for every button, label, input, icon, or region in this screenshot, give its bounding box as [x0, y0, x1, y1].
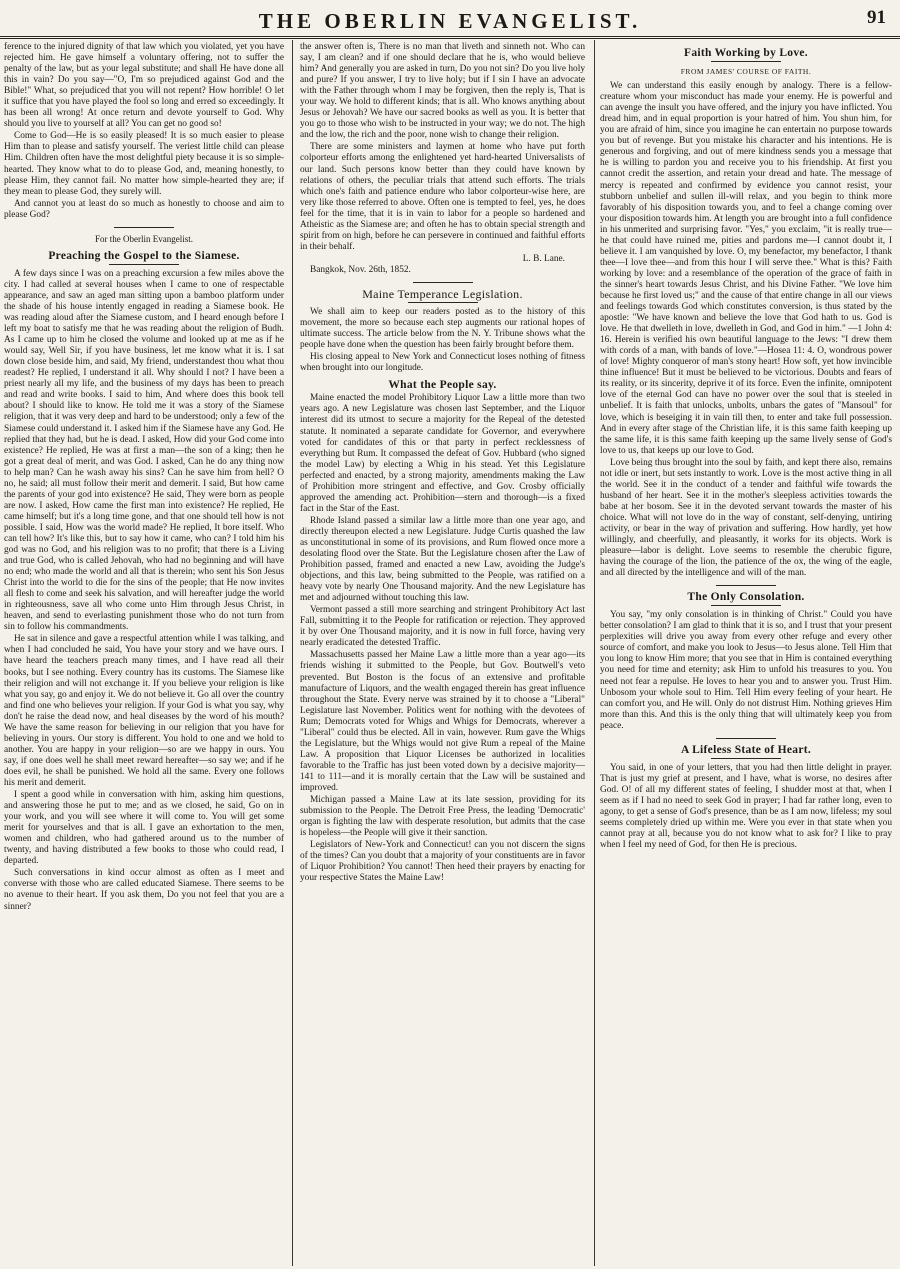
masthead-title: THE OBERLIN EVANGELIST. — [258, 9, 642, 33]
section-divider — [716, 585, 776, 586]
paragraph: Rhode Island passed a similar law a little more than one year ago, and directly thereupon elected a new Legislature. Judge Curtis quashed the law as unconstitutional in some of its provisions, and Rum flowed once more a desolating flood over the State. But the Legislature chosen after the Law of Prohibition passed, framed and enacted a new Law, avoiding the Judge's objections, and this law, being submitted to the People, was ratified on a heavy vote by nearly One Thousand majority. And the new Legislature has met and adjourned without touching this law. — [300, 515, 585, 604]
paragraph: You say, "my only consolation is in thinking of Christ." Could you have better consolation? I am glad to think that it is so, and I trust that your present perplexities will drive you away from every other refuge and every other source of comfort, and make you look to Jesus—to Jesus alone. Tell Him that you long to know Him more; that you see that in Him is contained everything you need for time and eternity; ask Him to unfold his treasures to you. You need not fear a repulse. He loves to hear you and to answer you. Trust Him. Unbosom your whole soul to Him. Tell Him every feeling of your heart. He can comfort you, and He will. Only do not distrust Him. Nothing grieves Him more than this. And this is the only thing that will ultimately keep you from peace. — [600, 610, 892, 731]
article-title: Preaching the Gospel to the Siamese. — [48, 249, 240, 262]
paragraph: We shall aim to keep our readers posted as to the history of this movement, the more so because each step augments our rational hopes of ultimate success. The article below from the N. Y. Tribune shows what the people have done when the question has been fairly brought before them. — [300, 307, 585, 351]
column-3 — [600, 42, 892, 1264]
column-rule-1 — [292, 40, 293, 1266]
article-title: A Lifeless State of Heart. — [680, 743, 812, 756]
paragraph: ference to the injured dignity of that law which you violated, yet you have rejected him. He gave himself a voluntary offering, not to suffer the penalty of the law, but as your legal substitute; and shall He have done all this in vain? Do you say—"O, I'm so prejudiced against God and the Bible!" What, so prejudiced that you will not repent? How horrible! O let it suffice that you have played the fool so long and erred so exceedingly. It has been all wrong! At once return and devote yourself to God. Why should you live to yourself at all? You can get no good so! — [4, 42, 284, 130]
article-title: Faith Working by Love. — [684, 47, 808, 59]
section-divider — [114, 227, 174, 228]
section-divider — [413, 282, 473, 283]
paragraph: We can understand this easily enough by analogy. There is a fellow-creature whom your misconduct has made your enemy. He is powerful and can avenge the insult you have offered, and the injury you have inflicted. You dread him, and in equal proportion is your hatred of him. You shun him, for you are afraid of him, since you imagine he can entertain no purpose towards you but of revenge. But you mistake his character and his intentions. He is generous and forgiving, and out of mere kindness sends you a message that he is willing to pardon you and receive you to his friendship. At first you cannot credit the assertion, and retain your dread and hate. The message of mercy is repeated and confirmed by evidence you cannot resist, your stubborn unbelief and sullen ill-will relax, and you begin to think more favorably of his disposition towards you, and to feel a change coming over your disposition towards him. At length you are brought into a full confidence in his unmerited and surprising favor. "Yes," you exclaim, "it is really true—he that could have ruined me, pities and pardons me—I cannot doubt it, I believe it. I am vanquished by love. O, my benefactor, my benefactor, I thank thee—I love thee—and from this hour I will serve thee." What is this? Faith working by love: and a resemblance of the operation of the grace of faith in the sinner's heart towards Jesus Christ, and his Divine Father. "We love him because he first loved us;" and the cause of that entire change in all our views and feelings towards God which constitutes conversion, is thus stated by the apostle: "We have known and believe the love that God hath to us. God is love. He that dwelleth in love, dwelleth in God, and God in him." —1 John 4: 16. Herein is verified his own beautiful language to the Jews: "I drew them with cords of a man, with bands of love."—Hosea 11: 4. O, wondrous power of love! Mighty conqueror of man's stony heart! How soft, yet how invincible thine influence! But it must be believed to be victorious. Doubts and fears of its reality, or its sincerity, deprive it of its force. Even the infinite, omnipotent love of the eternal God can have no power over the soul that is steeled in unbelief. It is faith that unlocks, unbolts, unbars the gates of "Mansoul" for love, which is beseiging it in vain till then, to enter and take full possession. And in every after stage of the Christian life, it is this same faith keeping up the same life, it is this same faith keeping up the same lively sense of God's love to us, that keeps up our love to God. — [600, 81, 892, 456]
column-rule-2 — [594, 40, 595, 1266]
subsection-title: What the People say. — [388, 379, 497, 392]
paragraph: A few days since I was on a preaching excursion a few miles above the city. I had called at several houses when I came to one of respectable appearance, and saw an aged man sitting upon a bamboo platform under the shade of his house intently engaged in reading a Siamese book. He was reading aloud after the Siamese custom, and I heard enough before I left my boat to satisfy me that he was reading about the religion of Budh. As I came up to him he closed the volume and looked up at me as if he would say, Well Sir, if you have business, let me know what it is. I sat down close beside him, and said, My friend, understandest thou what thou readest? He replied, I understand it all. Why should I not? I have been a priest nearly all my life, and the business of my days has been to preach and read and write books. I said to him, And where does this book tell about? I should like to know. He told me it was a story of the Siamese religion, that it was very deep and hard to be understood; only a few of the Siamese could understand it. I asked him if the Siamese have any God. He replied that they had, but he is dead. I asked, How did your God come into existence? He replied, He was at first a man—the son of a king; then he got a great deal of merit, and was God. I asked, Can he do any thing now to help man? Can he wash away his sins? Can he save him from hell? O no, he said; all must follow their merit and demerit. I said, But how came the parents of your god into existence? He said, They were born as people are now. I asked, How came the first man into existence? He replied, He came himself; but it's a long time gone, and that one should tell how is not possible. I said, How was the world made? He replied, It bore itself. Who can tell how? It's like this, but to say how it came, who can? I told him his god was no God, and his religion was to no profit; that there is a Living and true God, who is called Jehovah, who had no beginning and will have no end; who made the world and all that is therein; who sent his Son Jesus Christ into the world to die for the sins of the people; that He now invites all flesh to come and seek his salvation, and will hereafter judge the world in righteousness, save all who come unto Him through Jesus Christ, in heaven, and send to everlasting punishment those who do not turn from sin to follow his commandments. — [4, 268, 284, 633]
title-divider — [711, 758, 781, 759]
paragraph: Such conversations in kind occur almost as often as I meet and converse with those who are called educated Siamese. There seems to be no avenue to their heart. If you ask them, Do you not feel that you are a sinner? — [4, 868, 284, 912]
title-divider — [711, 61, 781, 62]
paragraph: Vermont passed a still more searching and stringent Prohibitory Act last Fall, submitting it to the People for ratification or rejection. They approved it by over One Thousand majority, and it is now in full force, having very nearly eradicated the detested Traffic. — [300, 605, 585, 649]
column-1 — [4, 42, 284, 1264]
paragraph: Massachusetts passed her Maine Law a little more than a year ago—its friends wishing it submitted to the People, but Gov. Boutwell's veto prevented. But Boston is the focus of an extensive and profitable manufacture of Liquors, and the wealth engaged therein has great influence throughout the State. Every nerve was strained by it to choose a "Liberal" Legislature last November. Politics went for nothing with the devotees of Rum; Democrats voted for Whigs and Whigs for Democrats, wherever a "Liberal" could thus be elected. All in vain, however. Rum gave the Whigs the Legislature, but the Whigs would not give Rum a repeal of the Maine Law. A proposition that Liquor Licenses be authorized in localities favorable to the Traffic has just been voted down by a decisive majority—141 to 111—and it is morally certain that the Law will be sustained and improved. — [300, 650, 585, 793]
section-divider — [716, 738, 776, 739]
article-title: Maine Temperance Legislation. — [362, 286, 523, 301]
column-2 — [300, 42, 585, 1264]
article-source: FROM JAMES' COURSE OF FAITH. — [680, 67, 812, 77]
paragraph: Come to God—He is so easily pleased! It is so much easier to please Him than to please and satisfy yourself. The veriest little child can please Him. Children often have the most delightful piety because it is so simple-hearted. They know what to do to please God, and, meaning honestly, to please Him, they cannot fail. No matter how simple-hearted they are; if they mean to please God, they surely will. — [4, 131, 284, 197]
paragraph: And cannot you at least do so much as honestly to choose and aim to please God? — [4, 198, 284, 220]
paragraph: There are some ministers and laymen at home who have put forth colporteur efforts among the enlightened yet hard-hearted Universalists of our land. Such persons know better than they could have known by relations of others, the peculiar trials that attend such efforts. The trials which one's faith and patience endure who labor colporteur-wise here, are very like those referred to above. Often one is tempted to feel, yes, he does feel for the time, that it is in vain to labor for a people so hardened and Atheistic as the Siamese are; and often he has to obtain special strength and spirit from on high, before he can persevere in continued and faithful efforts in their behalf. — [300, 142, 585, 252]
article-title: The Only Consolation. — [687, 591, 805, 604]
masthead — [0, 0, 900, 39]
paragraph: Maine enacted the model Prohibitory Liquor Law a little more than two years ago. A new Legislature was chosen last September, and the Liquor interest did its utmost to secure a majority for the Repeal of the detested statute. It nominated a separate candidate for Governor, and everywhere voted for candidates of this or that party in perfect recklessness of everything but Rum. It compassed the defeat of Gov. Hubbard (who signed the model Law) by electing a Whig in his stead. Yet this Legislature perfected and enacted, by a strong majority, amendments making the Law of Prohibition more stringent and effective, and Gov. Crosby officially approved the amending act. Prohibition—stern and thorough—is a fixed fact in the Star of the East. — [300, 393, 585, 514]
title-divider — [109, 264, 179, 265]
paragraph: His closing appeal to New York and Connecticut loses nothing of fitness when brought into our longitude. — [300, 352, 585, 374]
title-divider — [711, 605, 781, 606]
signature: L. B. Lane. — [522, 253, 565, 264]
paragraph: He sat in silence and gave a respectful attention while I was talking, and when I had concluded he said, You have your story and we have ours. I have heard the teachers preach many times, and I have read all their books, but I see nothing. Every country has its customs. The Siamese like their religion and will not exchange it. If you believe your religion is like what you say, go and enjoy it. We do not believe it. Go all over the country and find one who believes your religion. If your God is what you say, why don't he raise the dead now, and heal diseases by the word of his mouth? We have the same reason for believing in our religion that you have for believing in yours. Our story is different. You hold to one and we hold to another. You are happy in your religion—so are we happy in ours. You say, if one does well he shall meet reward hereafter—so say we; and if he does evil, he shall be punished. We hold all the same. Every one follows his merit and demerit. — [4, 634, 284, 788]
page-number: 91 — [867, 7, 886, 28]
paragraph: I spent a good while in conversation with him, asking him questions, and answering those he put to me; and as we closed, he said, Go on in your work, and you will see where it will come to. You will get some merit for yourselves and that is all. I gave an exhortation to the men, women and children, who had gathered around us to the number of twenty, and having distributed a few books to those who could read, I departed. — [4, 790, 284, 867]
paragraph: Michigan passed a Maine Law at its late session, providing for its submission to the People. The Detroit Free Press, the leading 'Democratic' organ is fighting the law with desperate resolution, but admits that the case is hopeless—the People will give it their sanction. — [300, 795, 585, 839]
paragraph: Love being thus brought into the soul by faith, and kept there also, remains not idle or inert, but sets instantly to work. Love is the most active thing in all the world. See it in the conduct of a tender and faithful wife towards the husband of her heart. See it in the mother's sleepless activities towards the babe at her bosom. See it in the devoted servant towards the master of his choice. What will not love do in the way of constant, self-denying, untiring activity, or bear in the way of privation and suffering. How hardly, yet how willingly, and cheerfully, and pleasantly, it works for its objects. Work is pleasure—labor is delight. Love seems to resemble the cherubic figure, having the courage of the lion, the patience of the ox, the wing of the eagle, and all directed by the intelligence and will of the man. — [600, 457, 892, 579]
title-divider — [408, 302, 478, 303]
paragraph: Legislators of New-York and Connecticut! can you not discern the signs of the times? Can you doubt that a majority of your constituents are in favor of Liquor Prohibition? You cannot! Then heed their prayers by enacting for your respective States the Maine Law! — [300, 840, 585, 884]
paragraph: the answer often is, There is no man that liveth and sinneth not. Who can say, I am clean? and if one should declare that he is, who would believe him? And generally you are asked in turn, Do you not sin? Do you live holy and pure? If you answer, I try to live holy; but if I sin I have an advocate with the Father through whom I may be forgiven, then the reply is, That is your way. We hold to different kinds; that is all. Who knows anything about Jesus or Jehovah? We have our sacred books as well as you. It is better that you go to those who wish to be instructed in your way; we do not. The high and the low, the rich and the poor, none wish to change their religion. — [300, 42, 585, 141]
dateline: Bangkok, Nov. 26th, 1852. — [310, 264, 411, 275]
attribution-line: For the Oberlin Evangelist. — [95, 233, 193, 244]
paragraph: You said, in one of your letters, that you had then little delight in prayer. That is just my grief at present, and I have, what is worse, no desires after God. O! of all my different states of feeling, I shudder most at that, when I seem as if I had no need to seek God in prayer; I had far rather long, even to agony, to get a sense of God's presence, than be as I am now, lifeless; my soul seems completely dried up within me. Were you ever in that state when you cannot pray at all, because you do not know what to ask for? I like to pray when I feel my need of God, for then He is precious. — [600, 762, 892, 851]
